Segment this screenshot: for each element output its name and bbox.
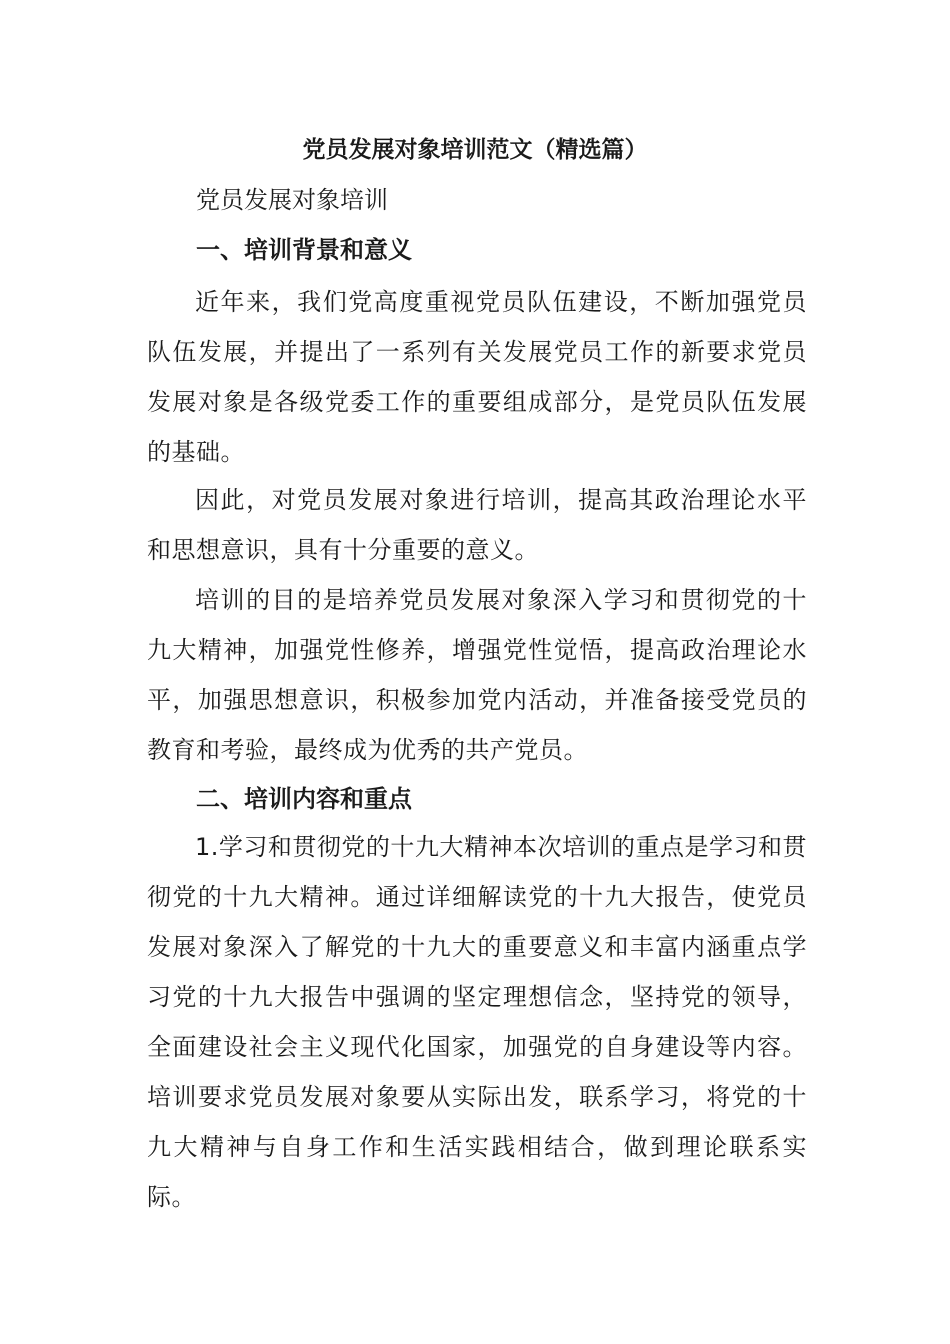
- document-subtitle: 党员发展对象培训: [196, 186, 388, 214]
- section-heading-content: 二、培训内容和重点: [196, 785, 412, 813]
- paragraph-training-purpose: 培训的目的是培养党员发展对象深入学习和贯彻党的十九大精神，加强党性修养，增强党性觉悟，提高政治理论水平，加强思想意识，积极参加党内活动，并准备接受党员的教育和考验，最终成为优秀的共产党员。: [147, 586, 807, 764]
- paragraph-training-significance: 因此，对党员发展对象进行培训，提高其政治理论水平和思想意识，具有十分重要的意义。: [147, 486, 807, 564]
- section-heading-background: 一、培训背景和意义: [196, 236, 412, 264]
- paragraph-background-intro: 近年来，我们党高度重视党员队伍建设，不断加强党员队伍发展，并提出了一系列有关发展党员工作的新要求党员发展对象是各级党委工作的重要组成部分，是党员队伍发展的基础。: [147, 288, 807, 466]
- document-title: 党员发展对象培训范文（精选篇）: [302, 137, 648, 163]
- paragraph-content-item-1: 1.学习和贯彻党的十九大精神本次培训的重点是学习和贯彻党的十九大精神。通过详细解读党的十九大报告，使党员发展对象深入了解党的十九大的重要意义和丰富内涵重点学习党的十九大报告中强调的坚定理想信念，坚持党的领导，全面建设社会主义现代化国家，加强党的自身建设等内容。培训要求党员发展对象要从实际出发，联系学习，将党的十九大精神与自身工作和生活实践相结合，做到理论联系实际。: [147, 833, 807, 1211]
